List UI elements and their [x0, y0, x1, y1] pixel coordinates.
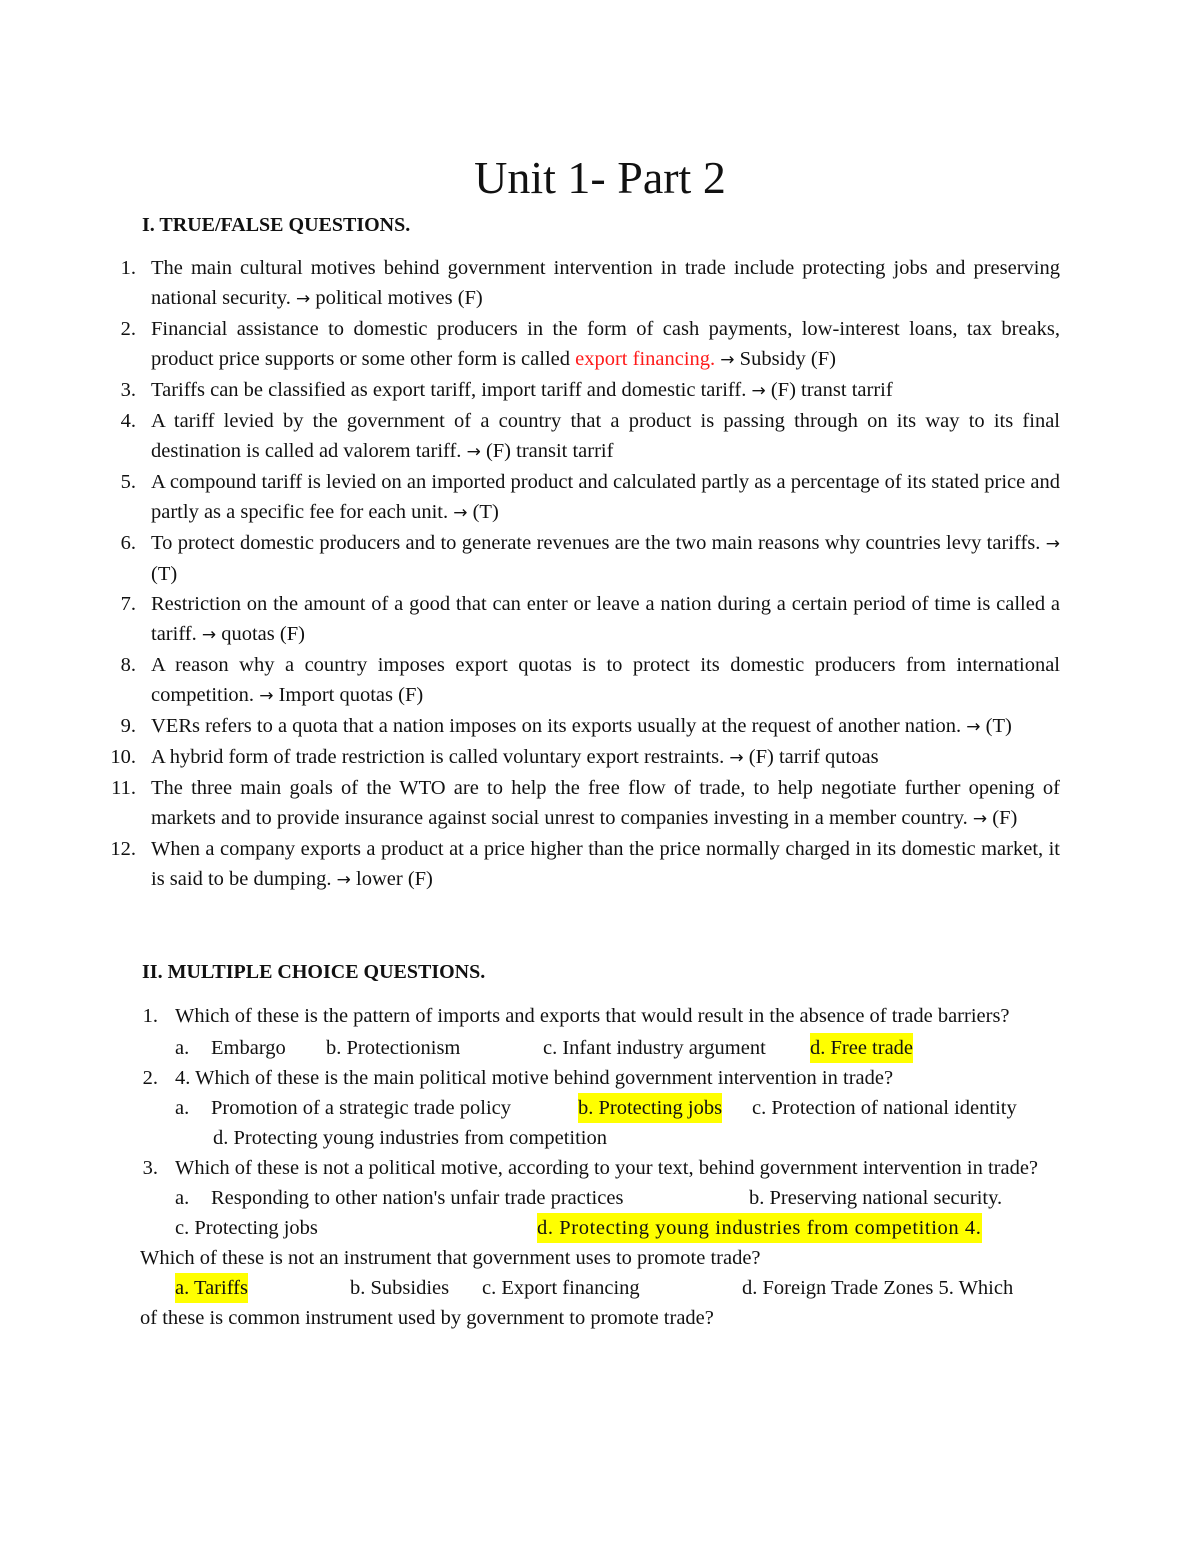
page-title: Unit 1- Part 2 — [474, 152, 726, 203]
section-heading-true-false: I. TRUE/FALSE QUESTIONS. — [142, 214, 411, 236]
statement-text: A compound tariff is levied on an imported product and calculated partly as a percentage of its stated price and partly as a specific fee for each unit. — [151, 471, 1060, 523]
mc-option-d-highlighted: d. Protecting young industries from competition 4. — [537, 1213, 982, 1243]
answer-text: political motives (F) — [315, 287, 483, 309]
right-arrow-icon: → — [751, 381, 766, 401]
answer-text: Import quotas (F) — [278, 684, 424, 706]
mc-option-c: c. Infant industry argument — [543, 1037, 766, 1059]
statement-text: VERs refers to a quota that a nation imposes on its exports usually at the request of another nation. — [151, 715, 962, 737]
true-false-item — [110, 375, 1060, 406]
statement-text: The three main goals of the WTO are to help the free flow of trade, to help negotiate further opening of markets and to provide insurance against social unrest to companies investing in a member country. — [151, 777, 1060, 829]
mc-question-1 — [140, 1001, 1060, 1031]
right-arrow-icon: → — [295, 289, 311, 309]
right-arrow-icon: → — [201, 625, 217, 645]
mc-question-text: 4. Which of these is the main political motive behind government intervention in trade? — [175, 1067, 894, 1089]
mc-question-number: 2. — [142, 1067, 158, 1089]
mc-option-d: d. Foreign Trade Zones 5. Which — [742, 1277, 1014, 1299]
mc-question-text: Which of these is the pattern of imports and exports that would result in the absence of trade barriers? — [175, 1005, 1010, 1027]
mc-option-b: b. Preserving national security. — [749, 1187, 1003, 1209]
mc-option-a: Promotion of a strategic trade policy — [211, 1097, 512, 1119]
item-number: 1. — [120, 257, 136, 279]
statement-text: A tariff levied by the government of a country that a product is passing through on its way to its final destination is called ad valorem tariff. — [151, 410, 1060, 462]
answer-text: lower (F) — [356, 868, 433, 890]
mc-options-row — [140, 1273, 1060, 1303]
right-arrow-icon: → — [729, 748, 744, 768]
statement-text: To protect domestic producers and to generate revenues are the two main reasons why countries levy tariffs. — [151, 532, 1041, 554]
right-arrow-icon: → — [466, 442, 481, 462]
item-number: 8. — [120, 654, 136, 676]
mc-option-a-highlighted: a. Tariffs — [175, 1273, 248, 1303]
mc-option-c: c. Protection of national identity — [752, 1097, 1017, 1119]
mc-option-d-highlighted: d. Free trade — [810, 1033, 913, 1063]
mc-option-b-highlighted: b. Protecting jobs — [578, 1093, 722, 1123]
statement-text: Financial assistance to domestic producers in the form of cash payments, low-interest loans, tax breaks, product price supports or some other form is called — [151, 318, 1060, 370]
mc-option-c: c. Export financing — [482, 1277, 640, 1299]
mc-options-row — [140, 1033, 1060, 1063]
section-heading-multiple-choice: II. MULTIPLE CHOICE QUESTIONS. — [142, 961, 486, 983]
statement-text: Tariffs can be classified as export tariff, import tariff and domestic tariff. — [151, 379, 747, 401]
true-false-item — [110, 834, 1060, 895]
mc-option-letter: a. — [175, 1187, 190, 1209]
item-number: 5. — [120, 471, 136, 493]
mc-options-row — [140, 1183, 1060, 1213]
mc-question-2 — [140, 1063, 1060, 1093]
mc-option-a: Embargo — [211, 1037, 286, 1059]
mc-option-b: b. Subsidies — [350, 1277, 450, 1299]
mc-option-letter: a. — [175, 1037, 190, 1059]
multiple-choice-list — [140, 1001, 1060, 1333]
mc-option-c: c. Protecting jobs — [175, 1217, 318, 1239]
mc-question-3 — [140, 1153, 1060, 1183]
right-arrow-icon: → — [336, 870, 351, 890]
true-false-item — [110, 742, 1060, 773]
mc-question-4-text: Which of these is not an instrument that government uses to promote trade? — [140, 1247, 761, 1269]
mc-question-5-text: of these is common instrument used by government to promote trade? — [140, 1307, 714, 1329]
item-number: 11. — [111, 777, 136, 799]
item-number: 4. — [120, 410, 136, 432]
mc-option-a: Responding to other nation's unfair trade practices — [211, 1187, 624, 1209]
answer-text: quotas (F) — [221, 623, 305, 645]
item-number: 12. — [110, 838, 136, 860]
mc-question-text: Which of these is not a political motive, according to your text, behind government intervention in trade? — [175, 1157, 1039, 1179]
true-false-item — [110, 528, 1060, 589]
true-false-item — [110, 253, 1060, 314]
true-false-item — [110, 406, 1060, 467]
true-false-item — [110, 650, 1060, 711]
mc-option-b: b. Protectionism — [326, 1037, 461, 1059]
statement-text: The main cultural motives behind government intervention in trade include protecting jobs and preserving national security. — [151, 257, 1060, 309]
answer-text: (F) — [992, 807, 1018, 829]
statement-text: A reason why a country imposes export quotas is to protect its domestic producers from international competition. — [151, 654, 1060, 706]
true-false-item — [110, 711, 1060, 742]
mc-option-d: d. Protecting young industries from competition — [213, 1127, 608, 1149]
item-number: 2. — [120, 318, 136, 340]
mc-question-number: 3. — [142, 1157, 158, 1179]
item-number: 10. — [110, 746, 136, 768]
right-arrow-icon: → — [720, 350, 735, 370]
true-false-list — [110, 253, 1060, 895]
true-false-item — [110, 467, 1060, 528]
statement-text: Restriction on the amount of a good that can enter or leave a nation during a certain period of time is called a tariff. — [151, 593, 1060, 645]
right-arrow-icon: → — [966, 717, 981, 737]
right-arrow-icon: → — [259, 686, 274, 706]
right-arrow-icon: → — [1045, 534, 1060, 554]
highlighted-term: export financing. — [575, 348, 716, 370]
true-false-item — [110, 589, 1060, 650]
right-arrow-icon: → — [453, 503, 468, 523]
item-number: 3. — [120, 379, 136, 401]
item-number: 7. — [120, 593, 136, 615]
item-number: 9. — [120, 715, 136, 737]
answer-text: (T) — [151, 563, 178, 585]
answer-text: (F) transit tarrif — [485, 440, 614, 462]
mc-question-number: 1. — [142, 1005, 158, 1027]
mc-options-row — [140, 1093, 1060, 1123]
mc-options-row — [140, 1123, 1060, 1153]
mc-option-letter: a. — [175, 1097, 190, 1119]
answer-text: (T) — [472, 501, 499, 523]
right-arrow-icon: → — [972, 809, 988, 829]
answer-text: (F) transt tarrif — [770, 379, 893, 401]
statement-text: When a company exports a product at a price higher than the price normally charged in its domestic market, it is said to be dumping. — [151, 838, 1060, 890]
statement-text: A hybrid form of trade restriction is called voluntary export restraints. — [151, 746, 725, 768]
answer-text: Subsidy (F) — [739, 348, 836, 370]
mc-options-row — [140, 1213, 1060, 1243]
answer-text: (F) tarrif qutoas — [748, 746, 879, 768]
true-false-item — [110, 773, 1060, 834]
item-number: 6. — [120, 532, 136, 554]
answer-text: (T) — [985, 715, 1012, 737]
true-false-item — [110, 314, 1060, 375]
